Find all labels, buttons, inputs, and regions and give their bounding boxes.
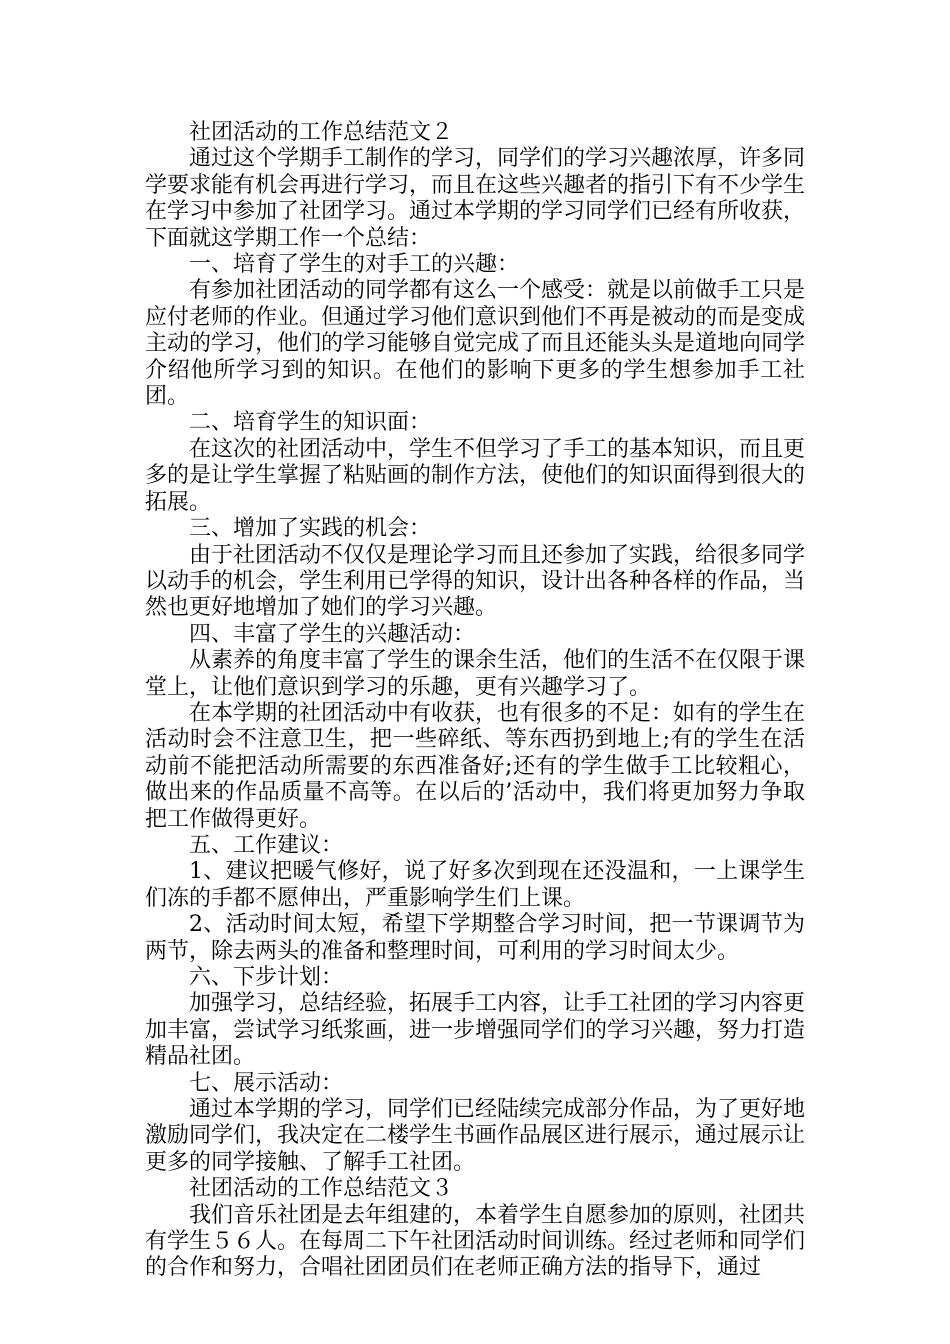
section-title: 社团活动的工作总结范文２ [189,120,454,145]
paragraph: 通过本学期的学习，同学们已经陆续完成部分作品，为了更好地激励同学们，我决定在二楼学生书画作品展区进行展示，通过展示让更多的同学接触、了解手工社团。 [145,1097,806,1175]
paragraph: 加强学习，总结经验，拓展手工内容，让手工社团的学习内容更加丰富，尝试学习纸浆画，进一步增强同学们的学习兴趣，努力打造精品社团。 [145,991,806,1070]
paragraph: 我们音乐社团是去年组建的，本着学生自愿参加的原则，社团共有学生５６人。在每周二下午社团活动时间训练。经过老师和同学们的合作和努力，合唱社团团员们在老师正确方法的指导下，通过 [145,1202,806,1281]
heading: 三、增加了实践的机会： [189,516,432,542]
heading: 二、培育学生的知识面： [189,410,432,436]
heading: 六、下步计划： [189,965,344,990]
heading: 七、展示活动： [189,1070,344,1096]
paragraph: 有参加社团活动的同学都有这么一个感受：就是以前做手工只是应付老师的作业。但通过学习他们意识到他们不再是被动的而是变成主动的学习，他们的学习能够自觉完成了而且还能头头是道地向同学介绍他所学习到的知识。在他们的影响下更多的学生想参加手工社团。 [145,278,806,410]
paragraph: 1、建议把暖气修好，说了好多次到现在还没温和，一上课学生们冻的手都不愿伸出，严重影响学生们上课。 [145,859,805,911]
heading: 一、培育了学生的对手工的兴趣： [189,252,520,278]
paragraph: 在这次的社团活动中，学生不但学习了手工的基本知识，而且更多的是让学生掌握了粘贴画的制作方法，使他们的知识面得到很大的拓展。 [145,436,806,515]
paragraph: 通过这个学期手工制作的学习，同学们的学习兴趣浓厚，许多同学要求能有机会再进行学习，而且在这些兴趣者的指引下有不少学生在学习中参加了社团学习。通过本学期的学习同学们已经有所收获，下面就这学期工作一个总结： [145,146,806,251]
paragraph: 在本学期的社团活动中有收获，也有很多的不足：如有的学生在活动时会不注意卫生，把一些碎纸、等东西扔到地上;有的学生在活动前不能把活动所需要的东西准备好;还有的学生做手工比较粗心，做出来的作品质量不高等。在以后的’活动中，我们将更加努力争取把工作做得更好。 [145,700,806,832]
section-title: 社团活动的工作总结范文３ [189,1176,454,1202]
heading: 四、丰富了学生的兴趣活动： [189,621,476,647]
paragraph: 由于社团活动不仅仅是理论学习而且还参加了实践，给很多同学以动手的机会，学生利用已学得的知识，设计出各种各样的作品，当然也更好地增加了她们的学习兴趣。 [145,542,806,621]
heading: 五、工作建议： [189,832,344,858]
document-body [145,120,805,1282]
paragraph: 2、活动时间太短，希望下学期整合学习时间，把一节课调节为两节，除去两头的准备和整理时间，可利用的学习时间太少。 [145,912,805,964]
paragraph: 从素养的角度丰富了学生的课余生活，他们的生活不在仅限于课堂上，让他们意识到学习的乐趣，更有兴趣学习了。 [145,648,806,700]
